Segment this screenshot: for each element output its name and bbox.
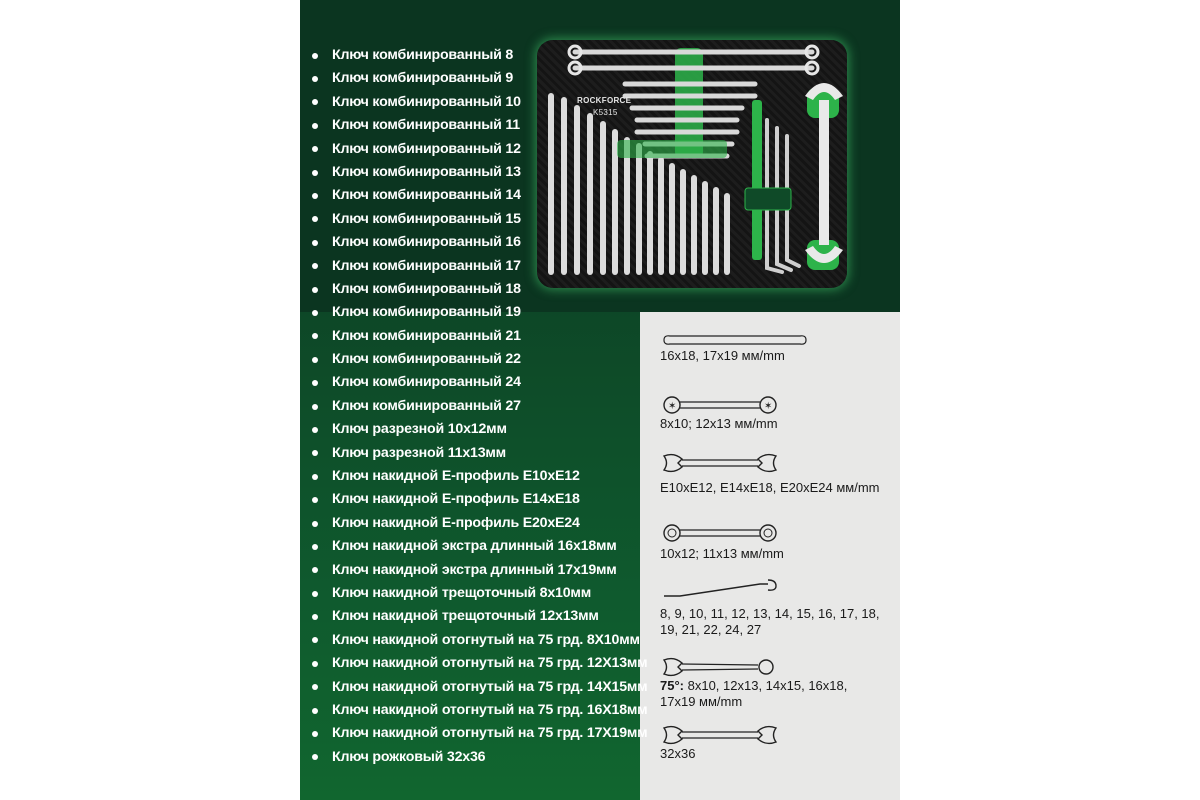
list-item: Ключ комбинированный 12 [312, 138, 647, 161]
bullet-icon [312, 263, 318, 269]
list-item: Ключ накидной отогнутый на 75 грд. 16Х18мм [312, 699, 647, 722]
bullet-icon [312, 661, 318, 667]
legend-split-sizes: 10x12; 11x13 мм/mm [660, 546, 784, 561]
list-item: Ключ разрезной 11х13мм [312, 442, 647, 465]
list-item: Ключ накидной Е-профиль Е20хЕ24 [312, 512, 647, 535]
bullet-icon [312, 684, 318, 690]
list-item: Ключ комбинированный 22 [312, 348, 647, 371]
list-item: Ключ разрезной 10х12мм [312, 418, 647, 441]
legend-ratchet [660, 394, 890, 432]
legend-extra-long [660, 332, 890, 364]
legend-offset-angle: 75°: [660, 678, 684, 693]
legend-e-profile-sizes: E10xE12, E14xE18, E20xE24 мм/mm [660, 480, 880, 495]
list-item: Ключ комбинированный 16 [312, 231, 647, 254]
bullet-icon [312, 170, 318, 176]
legend-offset [660, 656, 890, 710]
combination-wrench-icon [660, 578, 780, 600]
list-item: Ключ комбинированный 24 [312, 371, 647, 394]
list-item: Ключ накидной отогнутый на 75 грд. 12Х13мм [312, 652, 647, 675]
e-profile-wrench-icon [660, 452, 780, 474]
list-item: Ключ накидной отогнутый на 75 грд. 14Х15мм [312, 676, 647, 699]
bullet-icon [312, 216, 318, 222]
bullet-icon [312, 521, 318, 527]
bullet-icon [312, 637, 318, 643]
list-item: Ключ комбинированный 17 [312, 255, 647, 278]
bullet-icon [312, 544, 318, 550]
list-item: Ключ комбинированный 11 [312, 114, 647, 137]
bullet-icon [312, 76, 318, 82]
list-item: Ключ комбинированный 10 [312, 91, 647, 114]
list-item: Ключ комбинированный 13 [312, 161, 647, 184]
split-wrench-icon [660, 522, 780, 544]
bullet-icon [312, 591, 318, 597]
bullet-icon [312, 99, 318, 105]
legend-split [660, 522, 890, 562]
list-item: Ключ накидной экстра длинный 17х19мм [312, 559, 647, 582]
contents-list [312, 44, 647, 769]
list-item: Ключ комбинированный 15 [312, 208, 647, 231]
product-panel [300, 0, 900, 800]
bullet-icon [312, 193, 318, 199]
legend-e-profile [660, 452, 890, 496]
bullet-icon [312, 450, 318, 456]
list-item: Ключ комбинированный 18 [312, 278, 647, 301]
bullet-icon [312, 380, 318, 386]
legend-open-end [660, 724, 890, 762]
list-item: Ключ комбинированный 9 [312, 67, 647, 90]
legend-extra-long-sizes: 16x18, 17x19 мм/mm [660, 348, 785, 363]
bullet-icon [312, 474, 318, 480]
bullet-icon [312, 427, 318, 433]
bullet-icon [312, 404, 318, 410]
legend-combination-line2: 19, 21, 22, 24, 27 [660, 622, 762, 637]
bullet-icon [312, 357, 318, 363]
bullet-icon [312, 567, 318, 573]
list-item: Ключ накидной Е-профиль Е14хЕ18 [312, 488, 647, 511]
tray-brand-label: ROCKFORCE [577, 96, 632, 105]
list-item: Ключ накидной Е-профиль Е10хЕ12 [312, 465, 647, 488]
legend-offset-line1: 75°: 8x10, 12x13, 14x15, 16x18, [660, 678, 848, 693]
ratchet-wrench-icon [660, 394, 780, 416]
list-item: Ключ рожковый 32х36 [312, 746, 647, 769]
list-item: Ключ накидной трещоточный 8х10мм [312, 582, 647, 605]
bullet-icon [312, 310, 318, 316]
list-item: Ключ комбинированный 14 [312, 184, 647, 207]
tray-model-label: K5315 [593, 108, 618, 117]
bullet-icon [312, 240, 318, 246]
list-item: Ключ накидной отогнутый на 75 грд. 17Х19мм [312, 722, 647, 745]
legend-offset-line2: 17x19 мм/mm [660, 694, 743, 709]
svg-text:✶: ✶ [668, 401, 677, 412]
offset-wrench-icon [660, 656, 780, 678]
list-item: Ключ комбинированный 19 [312, 301, 647, 324]
bullet-icon [312, 123, 318, 129]
bullet-icon [312, 497, 318, 503]
bullet-icon [312, 754, 318, 760]
list-item: Ключ накидной экстра длинный 16х18мм [312, 535, 647, 558]
legend-combination [660, 578, 890, 638]
legend-ratchet-sizes: 8x10; 12x13 мм/mm [660, 416, 778, 431]
list-item: Ключ комбинированный 21 [312, 325, 647, 348]
open-end-wrench-icon [660, 724, 780, 746]
bullet-icon [312, 333, 318, 339]
list-item: Ключ накидной трещоточный 12х13мм [312, 605, 647, 628]
bullet-icon [312, 287, 318, 293]
extra-long-wrench-icon [660, 332, 810, 348]
bullet-icon [312, 708, 318, 714]
bullet-icon [312, 146, 318, 152]
bullet-icon [312, 614, 318, 620]
legend-combination-line1: 8, 9, 10, 11, 12, 13, 14, 15, 16, 17, 18, [660, 606, 880, 621]
bullet-icon [312, 53, 318, 59]
list-item: Ключ комбинированный 27 [312, 395, 647, 418]
bullet-icon [312, 731, 318, 737]
list-item: Ключ накидной отогнутый на 75 грд. 8Х10мм [312, 629, 647, 652]
svg-text:✶: ✶ [764, 401, 773, 412]
legend-open-end-size: 32x36 [660, 746, 696, 761]
list-item: Ключ комбинированный 8 [312, 44, 647, 67]
